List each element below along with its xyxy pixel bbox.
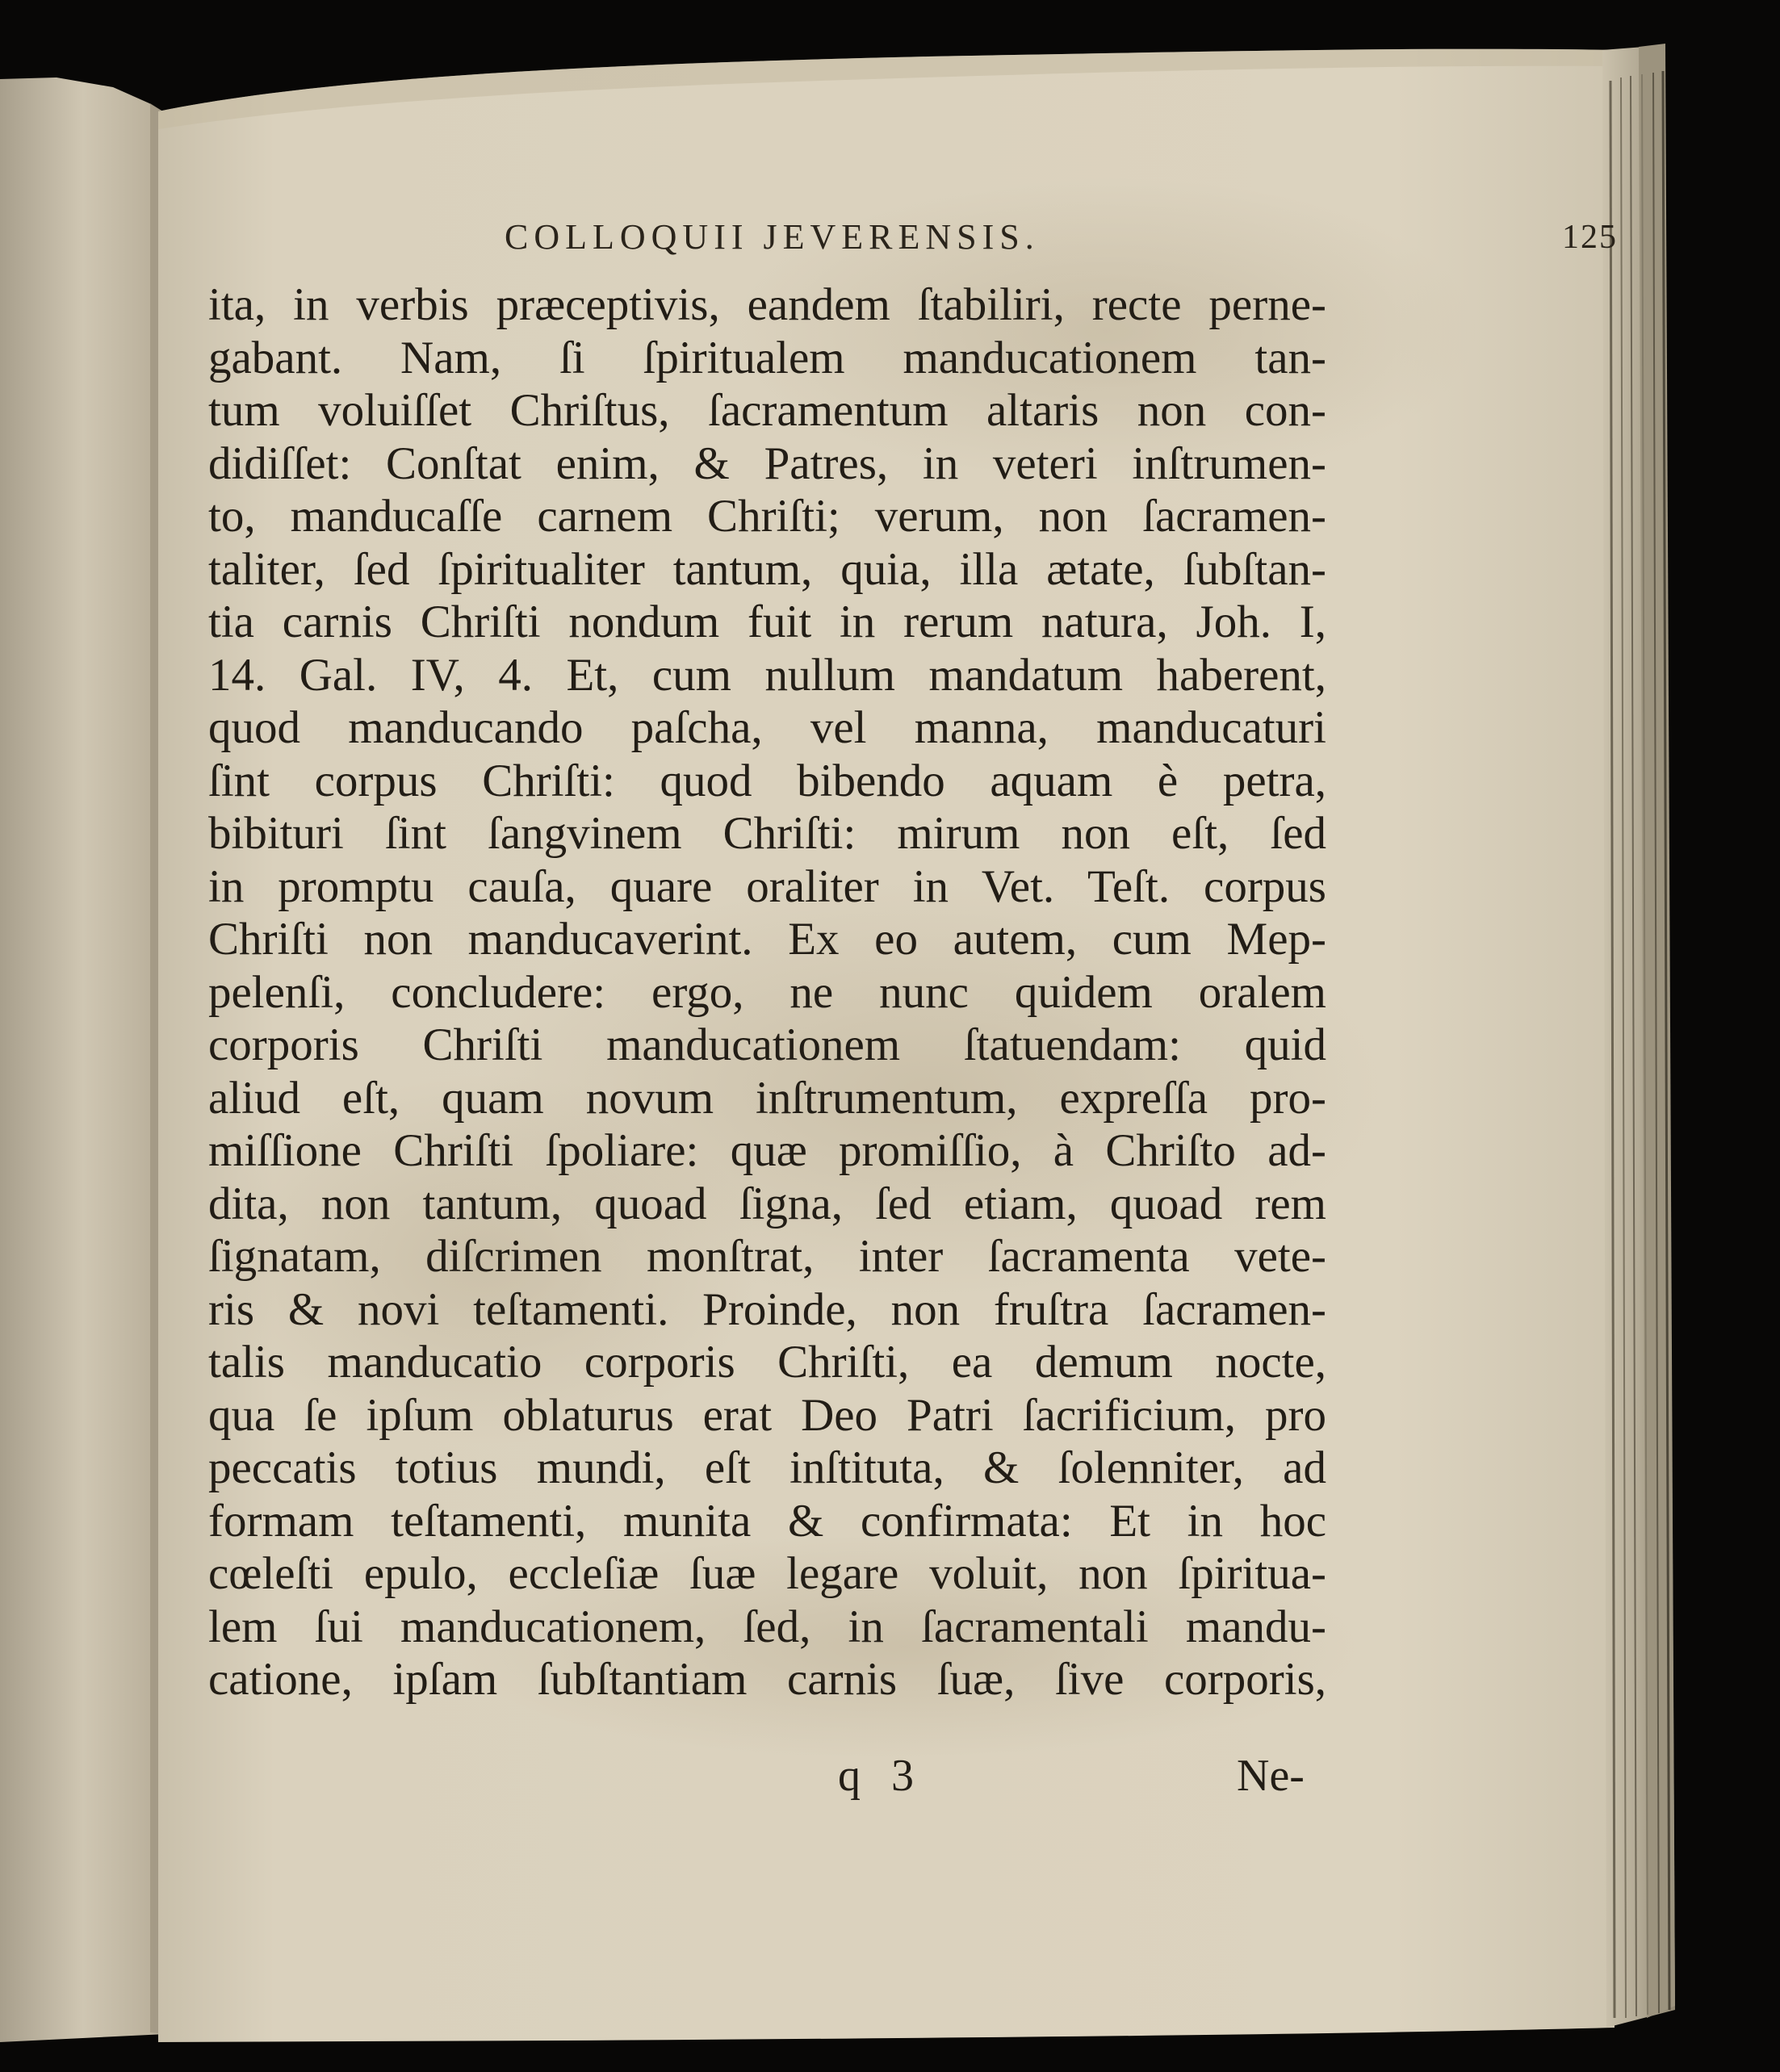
text-line-17: miſſione Chriſti ſpoliare: quæ promiſſio, à Chriſto ad-	[208, 1125, 1326, 1176]
text-line-2: gabant. Nam, ſi ſpiritualem manducationem tan-	[208, 332, 1326, 383]
text-line-20: ris & novi teſtamenti. Proinde, non fruſtra ſacramen-	[208, 1283, 1326, 1335]
text-line-7: tia carnis Chriſti nondum fuit in rerum natura, Joh. I,	[208, 596, 1326, 647]
text-line-26: lem ſui manducationem, ſed, in ſacramentali mandu-	[208, 1601, 1326, 1652]
text-line-15: corporis Chriſti manducationem ſtatuendam: quid	[208, 1019, 1326, 1070]
text-line-10: ſint corpus Chriſti: quod bibendo aquam è petra,	[208, 755, 1326, 806]
text-line-16: aliud eſt, quam novum inſtrumentum, expreſſa pro-	[208, 1072, 1326, 1124]
left-page	[0, 77, 165, 2042]
text-line-4: didiſſet: Conſtat enim, & Patres, in veteri inſtrumen-	[208, 437, 1326, 489]
text-line-18: dita, non tantum, quoad ſigna, ſed etiam, quoad rem	[208, 1178, 1326, 1229]
page-number: 125	[1562, 219, 1618, 256]
direction-line	[0, 1750, 1780, 1806]
body-text	[208, 278, 1326, 1706]
text-line-14: pelenſi, concludere: ergo, ne nunc quidem oralem	[208, 966, 1326, 1018]
text-line-22: qua ſe ipſum oblaturus erat Deo Patri ſacrificium, pro	[208, 1389, 1326, 1441]
running-head-title: COLLOQUII JEVERENSIS.	[505, 217, 1040, 257]
text-line-5: to, manducaſſe carnem Chriſti; verum, non ſacramen-	[208, 491, 1326, 542]
page-edges	[1602, 44, 1675, 2028]
text-line-23: peccatis totius mundi, eſt inſtituta, & ſolenniter, ad	[208, 1442, 1326, 1493]
running-head	[0, 215, 1780, 263]
text-line-6: taliter, ſed ſpiritualiter tantum, quia, illa ætate, ſubſtan-	[208, 543, 1326, 595]
text-line-11: bibituri ſint ſangvinem Chriſti: mirum non eſt, ſed	[208, 808, 1326, 859]
text-line-9: quod manducando paſcha, vel manna, manducaturi	[208, 702, 1326, 753]
text-line-24: formam teſtamenti, munita & confirmata: Et in hoc	[208, 1495, 1326, 1547]
text-line-25: cœleſti epulo, eccleſiæ ſuæ legare voluit, non ſpiritua-	[208, 1548, 1326, 1599]
text-line-19: ſignatam, diſcrimen monſtrat, inter ſacramenta vete-	[208, 1231, 1326, 1282]
signature-mark: q 3	[838, 1751, 924, 1801]
text-line-3: tum voluiſſet Chriſtus, ſacramentum altaris non con-	[208, 385, 1326, 436]
text-line-12: in promptu cauſa, quare oraliter in Vet. Teſt. corpus	[208, 860, 1326, 912]
catchword: Ne-	[1237, 1751, 1305, 1801]
text-line-21: talis manducatio corporis Chriſti, ea demum nocte,	[208, 1337, 1326, 1388]
text-line-1: ita, in verbis præceptivis, eandem ſtabiliri, recte perne-	[208, 279, 1326, 330]
text-line-27: catione, ipſam ſubſtantiam carnis ſuæ, ſive corporis,	[208, 1654, 1326, 1705]
text-line-13: Chriſti non manducaverint. Ex eo autem, cum Mep-	[208, 914, 1326, 965]
text-line-8: 14. Gal. IV, 4. Et, cum nullum mandatum haberent,	[208, 649, 1326, 701]
